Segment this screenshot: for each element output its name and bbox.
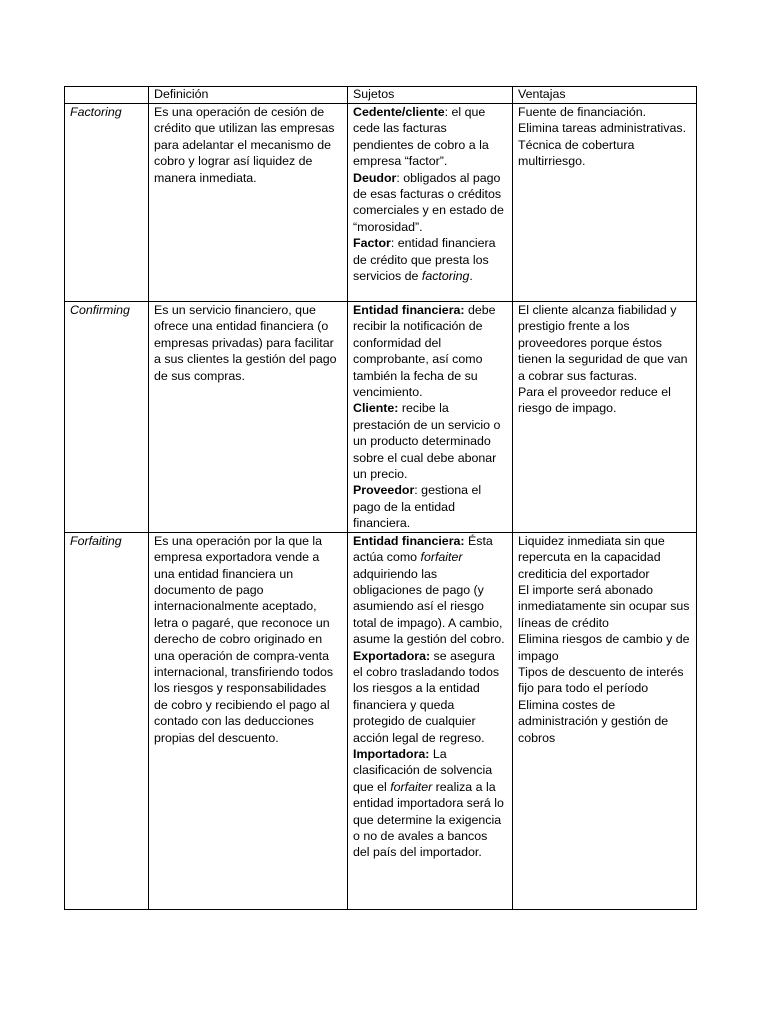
sujeto-text: : el que cede las facturas pendientes de cobro a la empresa “factor”.: [353, 105, 489, 169]
definicion-cell: Es una operación por la que la empresa exportadora vende a una entidad financiera un documento de pago internacionalmente aceptado, letra o pagaré, que reconoce un derecho de cobro originado en una operación de compra-venta internacional, transfiriendo todos los riesgos y responsabilidades de cobro y recibiendo el pago al contado con las deducciones propias del descuento.: [149, 532, 348, 909]
ventaja-item: Tipos de descuento de interés fijo para todo el período: [518, 664, 684, 696]
ventaja-item: Elimina tareas administrativas.: [518, 121, 687, 136]
sujeto-text: realiza a la entidad importadora será lo que determine la exigencia o no de avales a bancos del país del importador.: [353, 779, 504, 860]
sujeto-text: adquiriendo las obligaciones de pago (y asumiendo así el riesgo total de impago). A cambio, asume la gestión del cobro.: [353, 566, 505, 647]
sujeto-text: recibe la prestación de un servicio o un producto determinado sobre el cual debe abonar un precio.: [353, 401, 501, 482]
ventaja-item: Liquidez inmediata sin que repercuta en la capacidad crediticia del exportador: [518, 533, 665, 581]
sujeto-entry: [353, 400, 507, 482]
row-name: Confirming: [65, 302, 149, 533]
definicion-cell: Es un servicio financiero, que ofrece una entidad financiera (o empresas privadas) para facilitar a sus clientes la gestión del pago de sus compras.: [149, 302, 348, 533]
sujetos-cell: [348, 302, 513, 533]
row-name: Factoring: [65, 104, 149, 302]
sujeto-entry: [353, 533, 507, 648]
sujeto-label: Factor: [353, 236, 391, 251]
sujeto-text: : obligados al pago de esas facturas o créditos comerciales y en estado de “morosidad”.: [353, 170, 504, 234]
sujeto-entry: [353, 482, 507, 531]
sujetos-cell: [348, 532, 513, 909]
sujeto-label: Cedente/cliente: [353, 105, 445, 119]
header-row: [65, 87, 697, 104]
sujeto-label: Entidad financiera:: [353, 533, 465, 548]
sujeto-text: : entidad financiera de crédito que presta los servicios de: [353, 236, 496, 284]
sujeto-entry: [353, 648, 507, 746]
ventajas-cell: [513, 302, 697, 533]
document-page: [64, 86, 696, 910]
header-empty: [65, 87, 149, 104]
ventaja-item: El importe será abonado inmediatamente sin ocupar sus líneas de crédito: [518, 582, 690, 630]
table-row-factoring: [65, 104, 697, 302]
ventaja-item: Técnica de cobertura multirriesgo.: [518, 137, 635, 169]
ventaja-item: El cliente alcanza fiabilidad y prestigio frente a los proveedores porque éstos tienen la seguridad de que van a cobrar sus facturas.: [518, 303, 688, 383]
sujeto-text: : gestiona el pago de la entidad financiera.: [353, 483, 482, 531]
ventajas-cell: [513, 104, 697, 302]
sujeto-label: Proveedor: [353, 483, 415, 498]
header-ventajas: Ventajas: [513, 87, 697, 104]
sujeto-text: forfaiter: [420, 550, 463, 565]
ventaja-item: Fuente de financiación.: [518, 105, 647, 119]
sujeto-text: forfaiter: [390, 779, 433, 794]
definicion-cell: Es una operación de cesión de crédito que utilizan las empresas para adelantar el mecanismo de cobro y lograr así liquidez de manera inmediata.: [149, 104, 348, 302]
header-definicion: Definición: [149, 87, 348, 104]
sujeto-entry: [353, 104, 507, 170]
sujeto-label: Deudor: [353, 170, 397, 185]
sujeto-label: Entidad financiera:: [353, 303, 465, 317]
table-row-confirming: [65, 302, 697, 533]
sujeto-entry: [353, 235, 507, 284]
header-sujetos: Sujetos: [348, 87, 513, 104]
ventaja-item: Elimina riesgos de cambio y de impago: [518, 632, 690, 663]
ventaja-item: Para el proveedor reduce el riesgo de impago.: [518, 385, 671, 416]
sujeto-entry: [353, 302, 507, 400]
sujeto-text: La clasificación de solvencia que el: [353, 746, 493, 794]
sujeto-text: se asegura el cobro trasladando todos los riesgos a la entidad financiera y queda protegido de cualquier acción legal de regreso.: [353, 648, 500, 745]
row-name: Forfaiting: [65, 532, 149, 909]
sujeto-text: .: [469, 269, 473, 284]
table-row-forfaiting: [65, 532, 697, 909]
ventaja-item: Elimina costes de administración y gestión de cobros: [518, 697, 669, 745]
sujeto-text: debe recibir la notificación de conformidad del comprobante, así como también la fecha de su vencimiento.: [353, 303, 496, 400]
sujetos-cell: [348, 104, 513, 302]
sujeto-label: Exportadora:: [353, 648, 431, 663]
sujeto-label: Importadora:: [353, 746, 430, 761]
sujeto-entry: [353, 170, 507, 236]
sujeto-text: factoring: [421, 269, 470, 284]
ventajas-cell: [513, 532, 697, 909]
sujeto-entry: [353, 746, 507, 861]
sujeto-text: Ésta actúa como: [353, 533, 493, 565]
sujeto-label: Cliente:: [353, 401, 399, 416]
comparison-table: [64, 86, 697, 910]
